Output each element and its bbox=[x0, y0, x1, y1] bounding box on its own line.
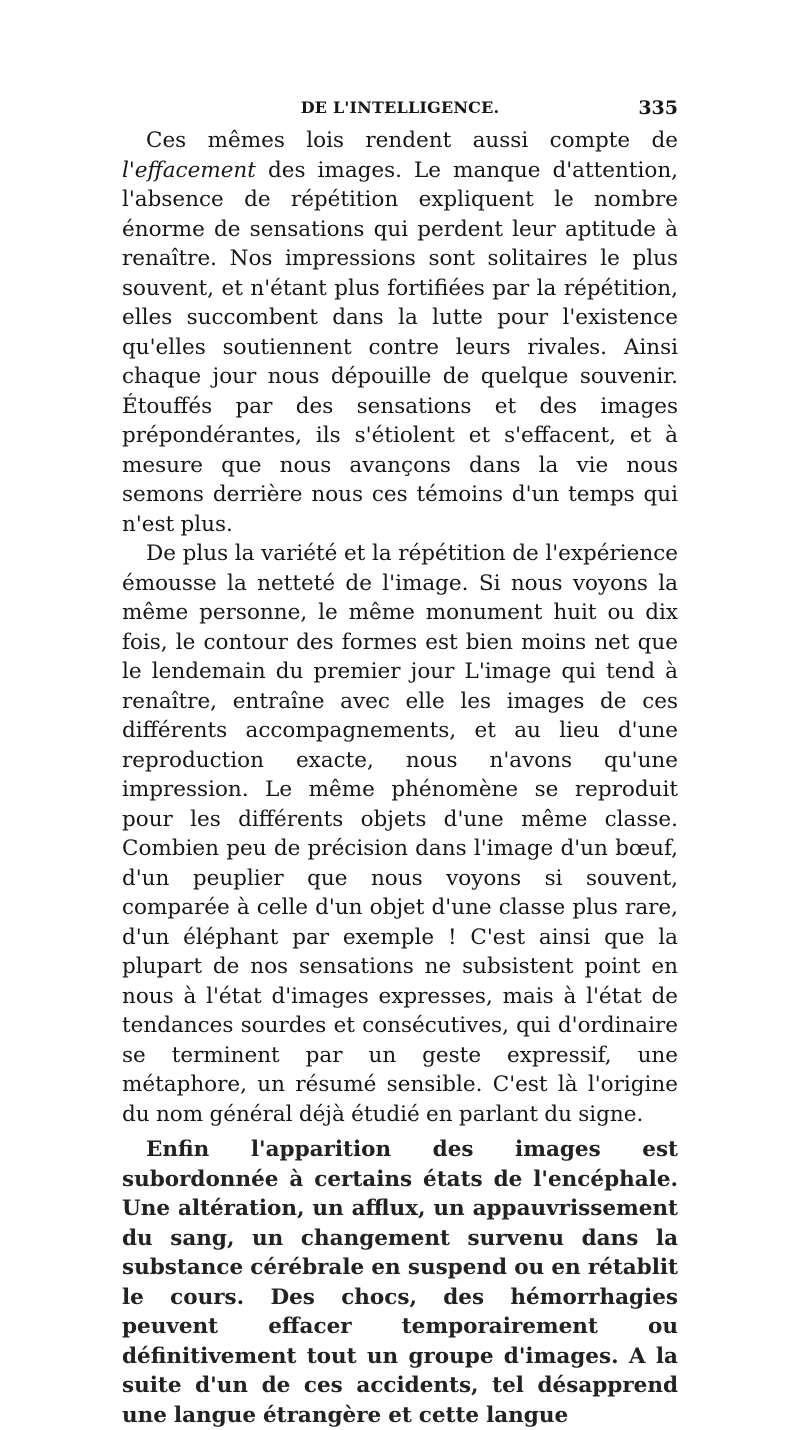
page-number: 335 bbox=[638, 97, 678, 119]
paragraph-1-rest: des images. Le manque d'attention, l'absence de répétition expliquent le nombre énorme de sensations qui perdent leur aptitude à renaître. Nos impressions sont solitaires le plus souvent, et n'étant plus fortifiées par la répétition, elles succombent dans la lutte pour l'existence qu'elles soutiennent contre leurs rivales. Ainsi chaque jour nous dépouille de quelque souvenir. Étouffés par des sensations et des images prépondérantes, ils s'étiolent et s'effacent, et à mesure que nous avançons dans la vie nous semons derrière nous ces témoins d'un temps qui n'est plus. bbox=[122, 157, 678, 537]
paragraph-3: Enfin l'apparition des images est subordonnée à certains états de l'encéphale. Une altération, un afflux, un appauvrissement du sang, un changement survenu dans la substance cérébrale en suspend ou en rétablit le cours. Des chocs, des hémorrhagies peuvent effacer temporairement ou définitivement tout un groupe d'images. A la suite d'un de ces accidents, tel désapprend une langue étrangère et cette langue bbox=[122, 1137, 678, 1428]
running-title: DE L'INTELLIGENCE. bbox=[300, 98, 500, 117]
italic-term: l'effacement bbox=[122, 157, 256, 183]
body-text bbox=[122, 126, 678, 1430]
paragraph-1 bbox=[122, 126, 678, 539]
page-header bbox=[122, 96, 678, 120]
paragraph-2: De plus la variété et la répétition de l'expérience émousse la netteté de l'image. Si nous voyons la même personne, le même monument huit ou dix fois, le contour des formes est bien moins net que le lendemain du premier jour L'image qui tend à renaître, entraîne avec elle les images de ces différents accompagnements, et au lieu d'une reproduction exacte, nous n'avons qu'une impression. Le même phénomène se reproduit pour les différents objets d'une même classe. Combien peu de précision dans l'image d'un bœuf, d'un peuplier que nous voyons si souvent, comparée à celle d'un objet d'une classe plus rare, d'un éléphant par exemple ! C'est ainsi que la plupart de nos sensations ne subsistent point en nous à l'état d'images expresses, mais à l'état de tendances sourdes et consécutives, qui d'ordinaire se terminent par un geste expressif, une métaphore, un résumé sensible. C'est là l'origine du nom général déjà étudié en parlant du signe. bbox=[122, 541, 678, 1127]
paragraph-1-start: Ces mêmes lois rendent aussi compte de bbox=[146, 128, 678, 153]
